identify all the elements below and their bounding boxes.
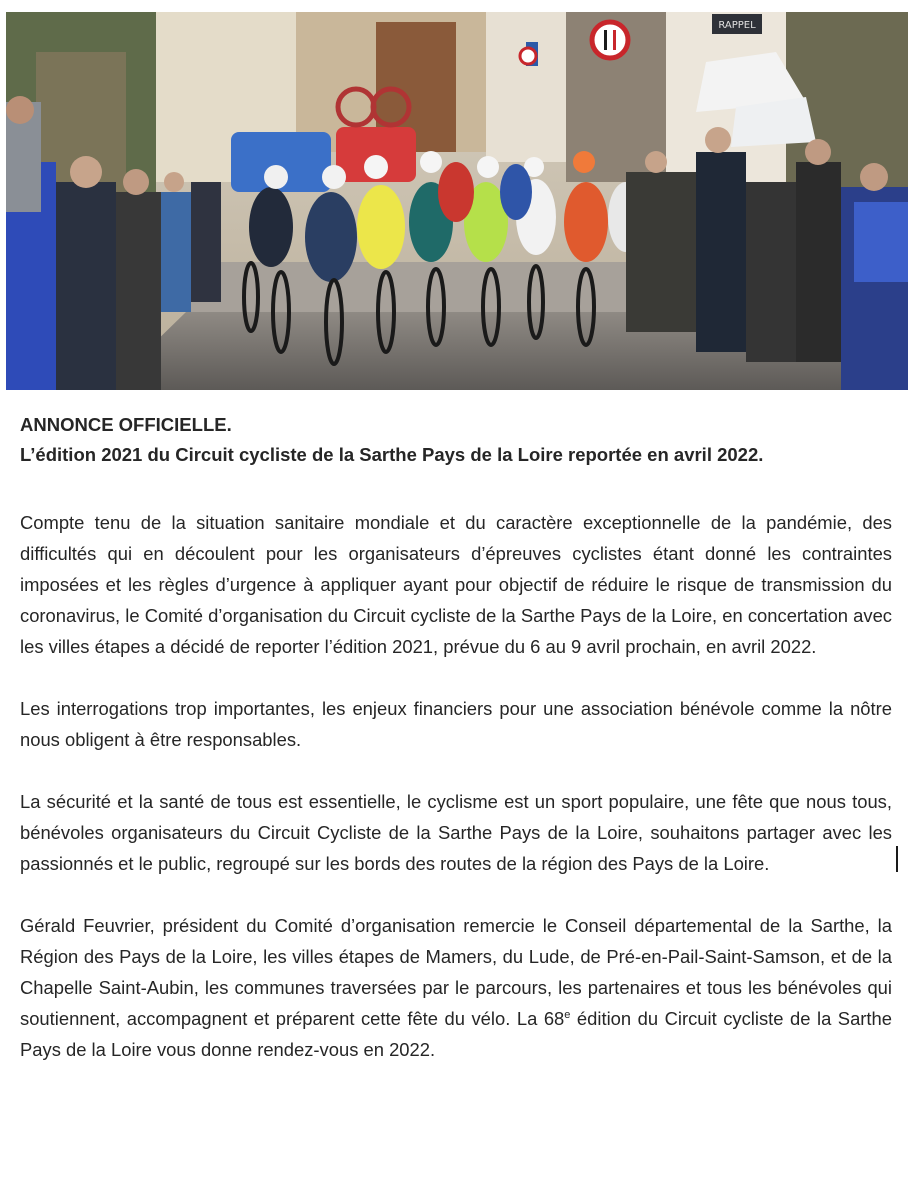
paragraph-safety: La sécurité et la santé de tous est essentielle, le cyclisme est un sport populaire, une fête que nous tous, bénévoles organisateurs du Circuit Cycliste de la Sarthe Pays de la Loire, souhaitons partager avec les passionnés et le public, regroupé sur les bords des routes de la région des Pays de la Loire.	[20, 791, 892, 874]
paragraph-thanks	[20, 910, 892, 1065]
announcement-title: L’édition 2021 du Circuit cycliste de la Sarthe Pays de la Loire reportée en avril 2022.	[20, 444, 764, 465]
text-cursor	[896, 846, 898, 872]
paragraph-context: Compte tenu de la situation sanitaire mondiale et du caractère exceptionnelle de la pandémie, des difficultés qui en découlent pour les organisateurs d’épreuves cyclistes étant donné les contraintes imposées et les règles d’urgence à appliquer ayant pour objectif de réduire le risque de transmission du coronavirus, le Comité d’organisation du Circuit cycliste de la Sarthe Pays de la Loire, en concertation avec les villes étapes a décidé de reporter l’édition 2021, prévue du 6 au 9 avril prochain, en avril 2022.	[20, 512, 892, 657]
cycling-race-photo	[6, 12, 908, 390]
rappel-sign: RAPPEL	[718, 20, 756, 31]
thanks-text-end: édition du Circuit cycliste de la Sarthe Pays de la Loire vous donne rendez-vous en 2022.	[20, 1008, 892, 1060]
announcement	[20, 410, 892, 1065]
thanks-text-start: Gérald Feuvrier, président du Comité d’organisation remercie le Conseil départemental de la Sarthe, la Région des Pays de la Loire, les villes étapes de Mamers, du Lude, de Pré-en-Pail-Saint-Samson, et de la Chapelle Saint-Aubin, les communes traversées par le parcours, les partenaires et tous les bénévoles qui soutiennent, accompagnent et préparent cette fête du vélo. La 68	[20, 915, 892, 1029]
paragraph-responsibility: Les interrogations trop importantes, les enjeux financiers pour une association bénévole comme la nôtre nous obligent à être responsables.	[20, 698, 892, 750]
announcement-label: ANNONCE OFFICIELLE.	[20, 414, 232, 435]
ordinal-superscript: e	[564, 1008, 571, 1021]
